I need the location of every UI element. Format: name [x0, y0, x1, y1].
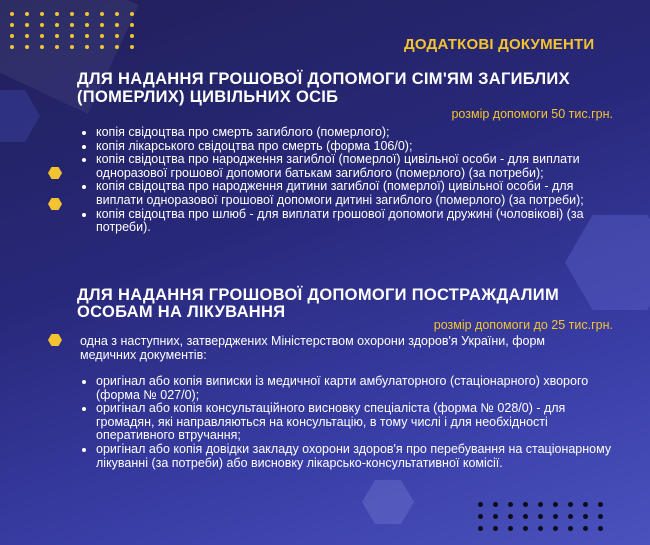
decorative-dot [85, 34, 89, 38]
decorative-dot [568, 526, 573, 531]
list-item: • оригінал або копія довідки закладу охорони здоров'я про перебування на стаціонарному лікуванні (за потреби) або висновку лікарсько-консультативної комісії. [96, 443, 621, 470]
decorative-dot [70, 34, 74, 38]
section1-bullet-hexagon-1-icon [48, 167, 62, 179]
list-item: • оригінал або копія виписки із медичної карти амбулаторного (стаціонарного) хворого (форма № 027/0); [96, 375, 621, 402]
decorative-dot [478, 514, 483, 519]
decorative-dot [583, 514, 588, 519]
decorative-dot [130, 34, 134, 38]
decorative-dot [55, 23, 59, 27]
decorative-dot [598, 514, 603, 519]
section1-bullet-hexagon-2-icon [48, 198, 62, 210]
decorative-dot [100, 12, 104, 16]
page-title: ДОДАТКОВІ ДОКУМЕНТИ [404, 36, 595, 53]
decorative-dot [85, 23, 89, 27]
decorative-dot [583, 526, 588, 531]
decorative-dot [100, 34, 104, 38]
decorative-dot [493, 502, 498, 507]
decorative-dot [553, 502, 558, 507]
decorative-dots-bottom [478, 502, 606, 531]
decorative-dot [100, 45, 104, 49]
decorative-dot [583, 502, 588, 507]
decorative-dot [70, 23, 74, 27]
decorative-dot [40, 45, 44, 49]
decorative-dot [538, 514, 543, 519]
decorative-dot [25, 12, 29, 16]
decorative-dot [130, 23, 134, 27]
list-item: • копія свідоцтва про народження дитини загиблої (померлої) цивільної особи - для виплати одноразової грошової допомоги дитині загиблого (померлого) (за потреби); [96, 180, 616, 207]
decorative-dot [85, 12, 89, 16]
decorative-dot [568, 502, 573, 507]
decorative-dot [115, 34, 119, 38]
decorative-dot [10, 45, 14, 49]
section1-document-list [80, 126, 616, 235]
list-item: • копія свідоцтва про шлюб - для виплати грошової допомоги дружині (чоловікові) (за потреби). [96, 208, 616, 235]
section2-heading-line1: ДЛЯ НАДАННЯ ГРОШОВОЇ ДОПОМОГИ ПОСТРАЖДАЛИМ [77, 286, 560, 304]
decorative-dot [538, 502, 543, 507]
section2-heading-line2: ОСОБАМ НА ЛІКУВАННЯ [77, 303, 286, 321]
section1-heading-line1: ДЛЯ НАДАННЯ ГРОШОВОЇ ДОПОМОГИ СІМ'ЯМ ЗАГИБЛИХ [77, 70, 570, 88]
decorative-dot [508, 502, 513, 507]
decorative-dot [523, 514, 528, 519]
decorative-dot [538, 526, 543, 531]
list-item: • копія лікарського свідоцтва про смерть (форма 106/0); [96, 140, 616, 154]
decorative-dot [100, 23, 104, 27]
decorative-dot [25, 45, 29, 49]
decorative-dot [478, 526, 483, 531]
decorative-dot [40, 12, 44, 16]
decorative-dot [10, 12, 14, 16]
decorative-dot [553, 526, 558, 531]
decorative-dot [115, 45, 119, 49]
decorative-dot [40, 34, 44, 38]
decorative-dot [553, 514, 558, 519]
section2-intro: одна з наступних, затверджених Міністерством охорони здоров'я України, форм медичних документів: [80, 334, 545, 362]
decorative-dot [493, 526, 498, 531]
decorative-dot [70, 12, 74, 16]
decorative-dot [25, 34, 29, 38]
decorative-dot [55, 12, 59, 16]
section2-bullet-hexagon-icon [48, 334, 62, 346]
decorative-dot [55, 34, 59, 38]
decorative-dot [55, 45, 59, 49]
list-item: • копія свідоцтва про смерть загиблого (померлого); [96, 126, 616, 140]
decorative-dot [508, 526, 513, 531]
decorative-dot [568, 514, 573, 519]
decorative-dot [115, 23, 119, 27]
decorative-dot [598, 502, 603, 507]
decorative-dot [130, 45, 134, 49]
decorative-dot [478, 502, 483, 507]
section1-amount: розмір допомоги 50 тис.грн. [451, 107, 613, 121]
decorative-dot [523, 526, 528, 531]
decorative-dot [25, 23, 29, 27]
decorative-dot [10, 34, 14, 38]
decorative-dots-top [10, 12, 138, 49]
section2-amount: розмір допомоги до 25 тис.грн. [433, 318, 613, 332]
list-item: • копія свідоцтва про народження загиблої (померлої) цивільної особи - для виплати одноразової грошової допомоги батькам загиблого (померлого) (за потреби); [96, 153, 616, 180]
decorative-dot [523, 502, 528, 507]
decorative-dot [70, 45, 74, 49]
decorative-dot [493, 514, 498, 519]
decorative-dot [508, 514, 513, 519]
decorative-dot [40, 23, 44, 27]
decorative-hexagon-outline [0, 90, 40, 142]
list-item: • оригінал або копія консультаційного висновку спеціаліста (форма № 028/0) - для громадян, які направляються на консультацію, в тому числі і для необхідності оперативного втручання; [96, 402, 621, 443]
decorative-dot [115, 12, 119, 16]
decorative-hexagon-medium [362, 480, 414, 524]
decorative-dot [10, 23, 14, 27]
decorative-dot [598, 526, 603, 531]
section1-heading-line2: (ПОМЕРЛИХ) ЦИВІЛЬНИХ ОСІБ [77, 88, 339, 106]
section2-document-list [80, 375, 621, 470]
decorative-dot [85, 45, 89, 49]
decorative-dot [130, 12, 134, 16]
